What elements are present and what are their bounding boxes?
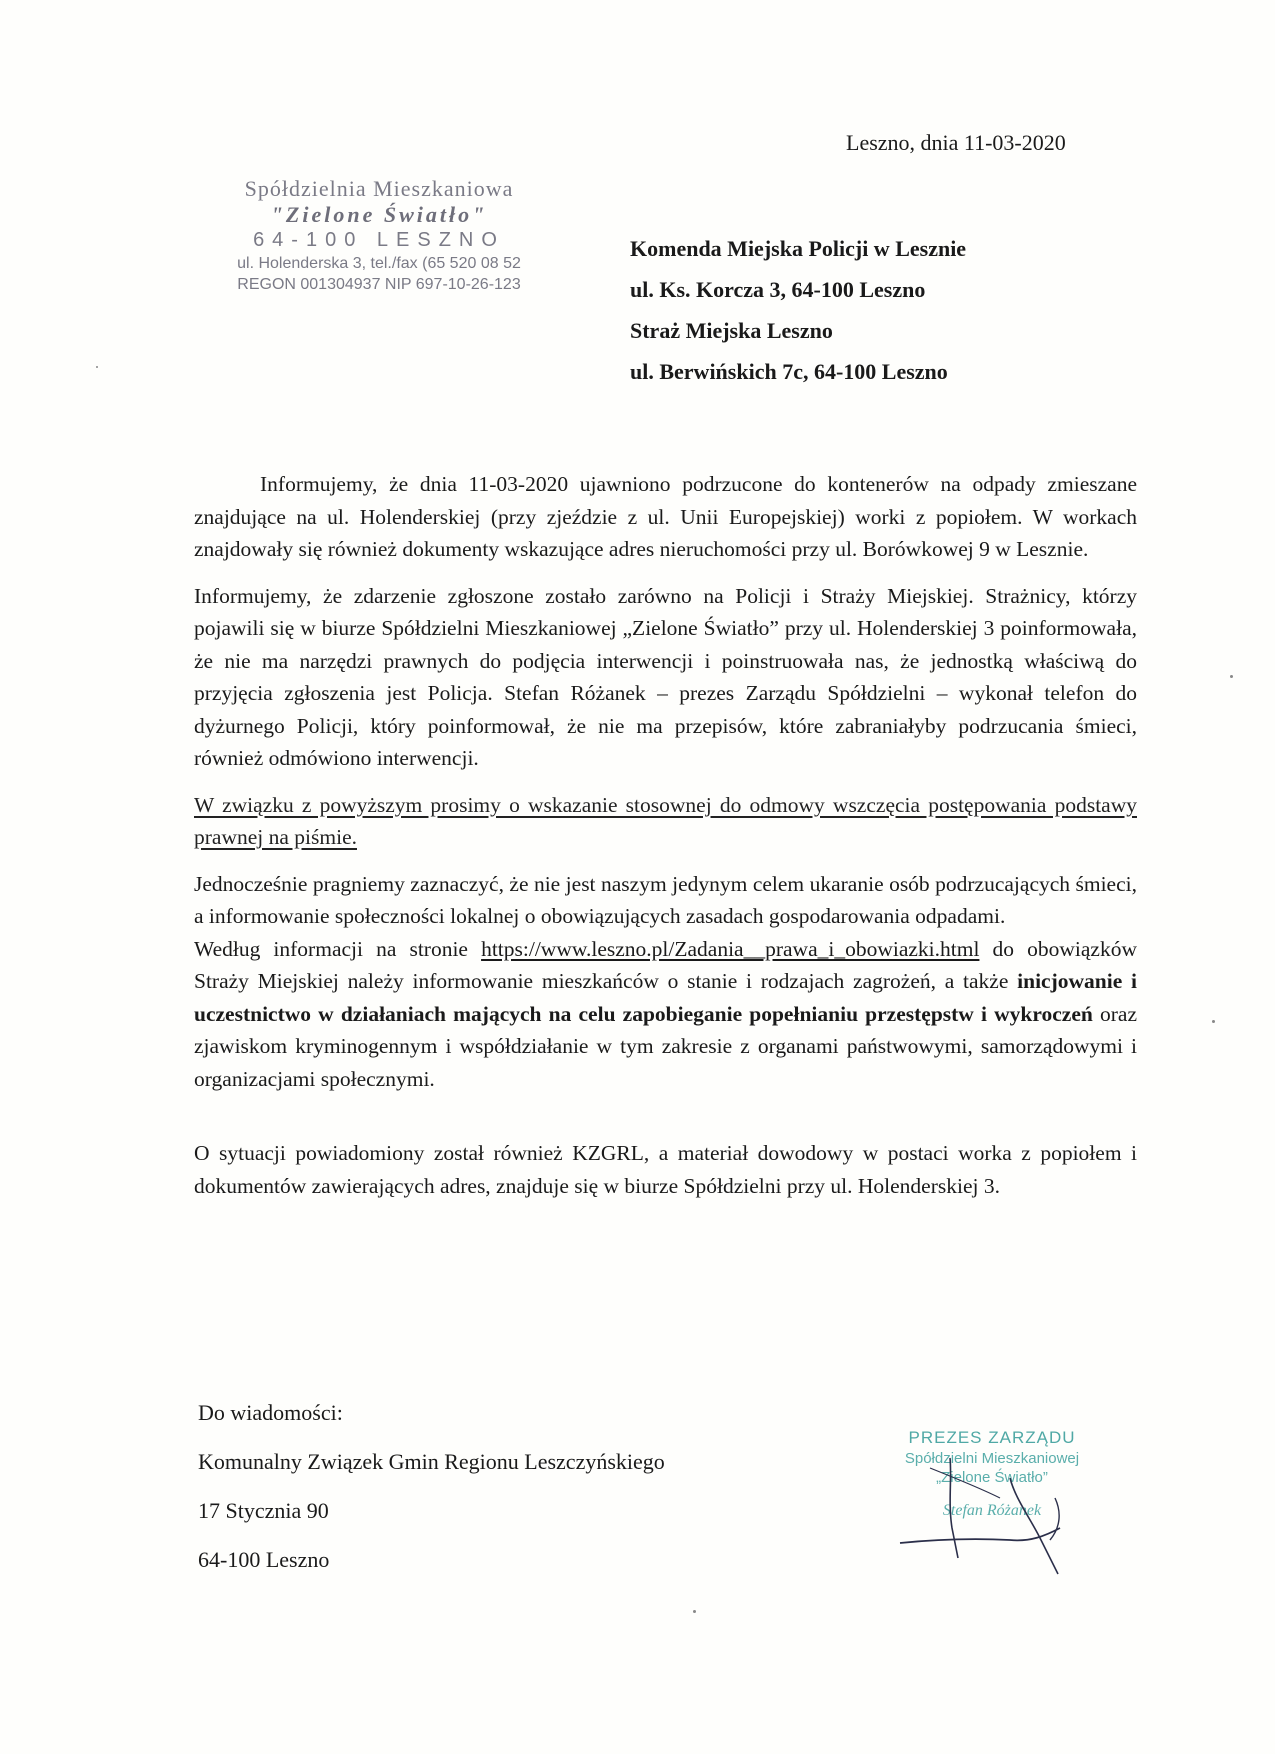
website-link[interactable]: https://www.leszno.pl/Zadania__prawa_i_obowiazki.html [481,936,980,961]
handwritten-signature [890,1458,1090,1578]
president-stamp-title: PREZES ZARZĄDU [908,1428,1076,1447]
body-paragraph-5-suffix: oraz zjawiskom kryminogennym i współdziałanie w tym zakresie z organami państwowymi, samorządowymi i organizacjami społecznymi. [194,1001,1137,1091]
president-stamp-line-2: Spółdzielni Mieszkaniowej [904,1450,1080,1467]
body-paragraph-5-mid: do obowiązków Straży Miejskiej należy informowanie mieszkańców o stanie i rodzajach zagrożeń, a także [194,936,1137,993]
sender-stamp-line-5: REGON 001304937 NIP 697-10-26-123 [237,276,521,293]
paragraph-gap [194,1109,1137,1137]
recipient-line: Komenda Miejska Policji w Lesznie [630,236,967,261]
letter-body [194,468,1137,1216]
sender-stamp-line-1: Spółdzielnia Mieszkaniowa [244,176,514,201]
distribution-street: 17 Stycznia 90 [198,1498,329,1523]
distribution-block [198,1388,665,1584]
body-paragraph-5 [194,933,1137,1096]
recipient-line: ul. Ks. Korcza 3, 64-100 Leszno [630,277,926,302]
recipient-line: ul. Berwińskich 7c, 64-100 Leszno [630,359,948,384]
sender-stamp [205,178,553,293]
body-paragraph-2: Informujemy, że zdarzenie zgłoszone zostało zarówno na Policji i Straży Miejskiej. Strażnicy, którzy pojawili się w biurze Spółdzielni Mieszkaniowej „Zielone Światło” przy ul. Holenderskiej 3 poinformowała, że nie ma narzędzi prawnych do podjęcia interwencji i poinstruowała nas, że jednostką właściwą do przyjęcia zgłoszenia jest Policja. Stefan Różanek – prezes Zarządu Spółdzielni – wykonał telefon do dyżurnego Policji, który poinformował, że nie ma przepisów, które zabraniałyby podrzucania śmieci, również odmówiono interwencji. [194,583,1137,770]
recipient-line: Straż Miejska Leszno [630,318,833,343]
scan-speck [1212,1020,1215,1023]
body-paragraph-5-prefix: Według informacji na stronie [194,936,482,961]
scan-speck [1230,675,1233,678]
body-paragraph-6: O sytuacji powiadomiony został również KZGRL, a materiał dowodowy w postaci worka z popiołem i dokumentów zawierających adres, znajduje się w biurze Spółdzielni przy ul. Holenderskiej 3. [194,1141,1137,1198]
distribution-org: Komunalny Związek Gmin Regionu Leszczyńskiego [198,1449,665,1474]
letter-date: Leszno, dnia 11-03-2020 [846,130,1066,155]
body-paragraph-4: Jednocześnie pragniemy zaznaczyć, że nie jest naszym jedynym celem ukaranie osób podrzucających śmieci, a informowanie społeczności lokalnej o obowiązujących zasadach gospodarowania odpadami. [194,871,1137,928]
sender-stamp-line-3: 64-100 LESZNO [253,229,505,251]
distribution-heading: Do wiadomości: [198,1400,343,1425]
body-paragraph-3-request: W związku z powyższym prosimy o wskazanie stosownej do odmowy wszczęcia postępowania podstawy prawnej na piśmie. [194,792,1137,849]
sender-stamp-line-2: "Zielone Światło" [270,202,488,227]
body-paragraph-5-bold: inicjowanie i uczestnictwo w działaniach mających na celu zapobieganie popełnianiu przestępstw i wykroczeń [194,969,1137,1026]
president-stamp-line-3: „Zielone Światło” [936,1469,1048,1486]
sender-stamp-line-4: ul. Holenderska 3, tel./fax (65 520 08 52 [237,255,521,272]
body-paragraph-1: Informujemy, że dnia 11-03-2020 ujawniono podrzucone do kontenerów na odpady zmieszane znajdujące na ul. Holenderskiej (przy zjeździe z ul. Unii Europejskiej) worki z popiołem. W workach znajdowały się również dokumenty wskazujące adres nieruchomości przy ul. Borówkowej 9 w Lesznie. [194,472,1137,561]
distribution-city: 64-100 Leszno [198,1547,330,1572]
scan-speck [96,366,98,368]
scan-speck [693,1610,696,1613]
president-stamp-name: Stefan Różanek [942,1502,1042,1519]
recipient-block [630,228,966,392]
